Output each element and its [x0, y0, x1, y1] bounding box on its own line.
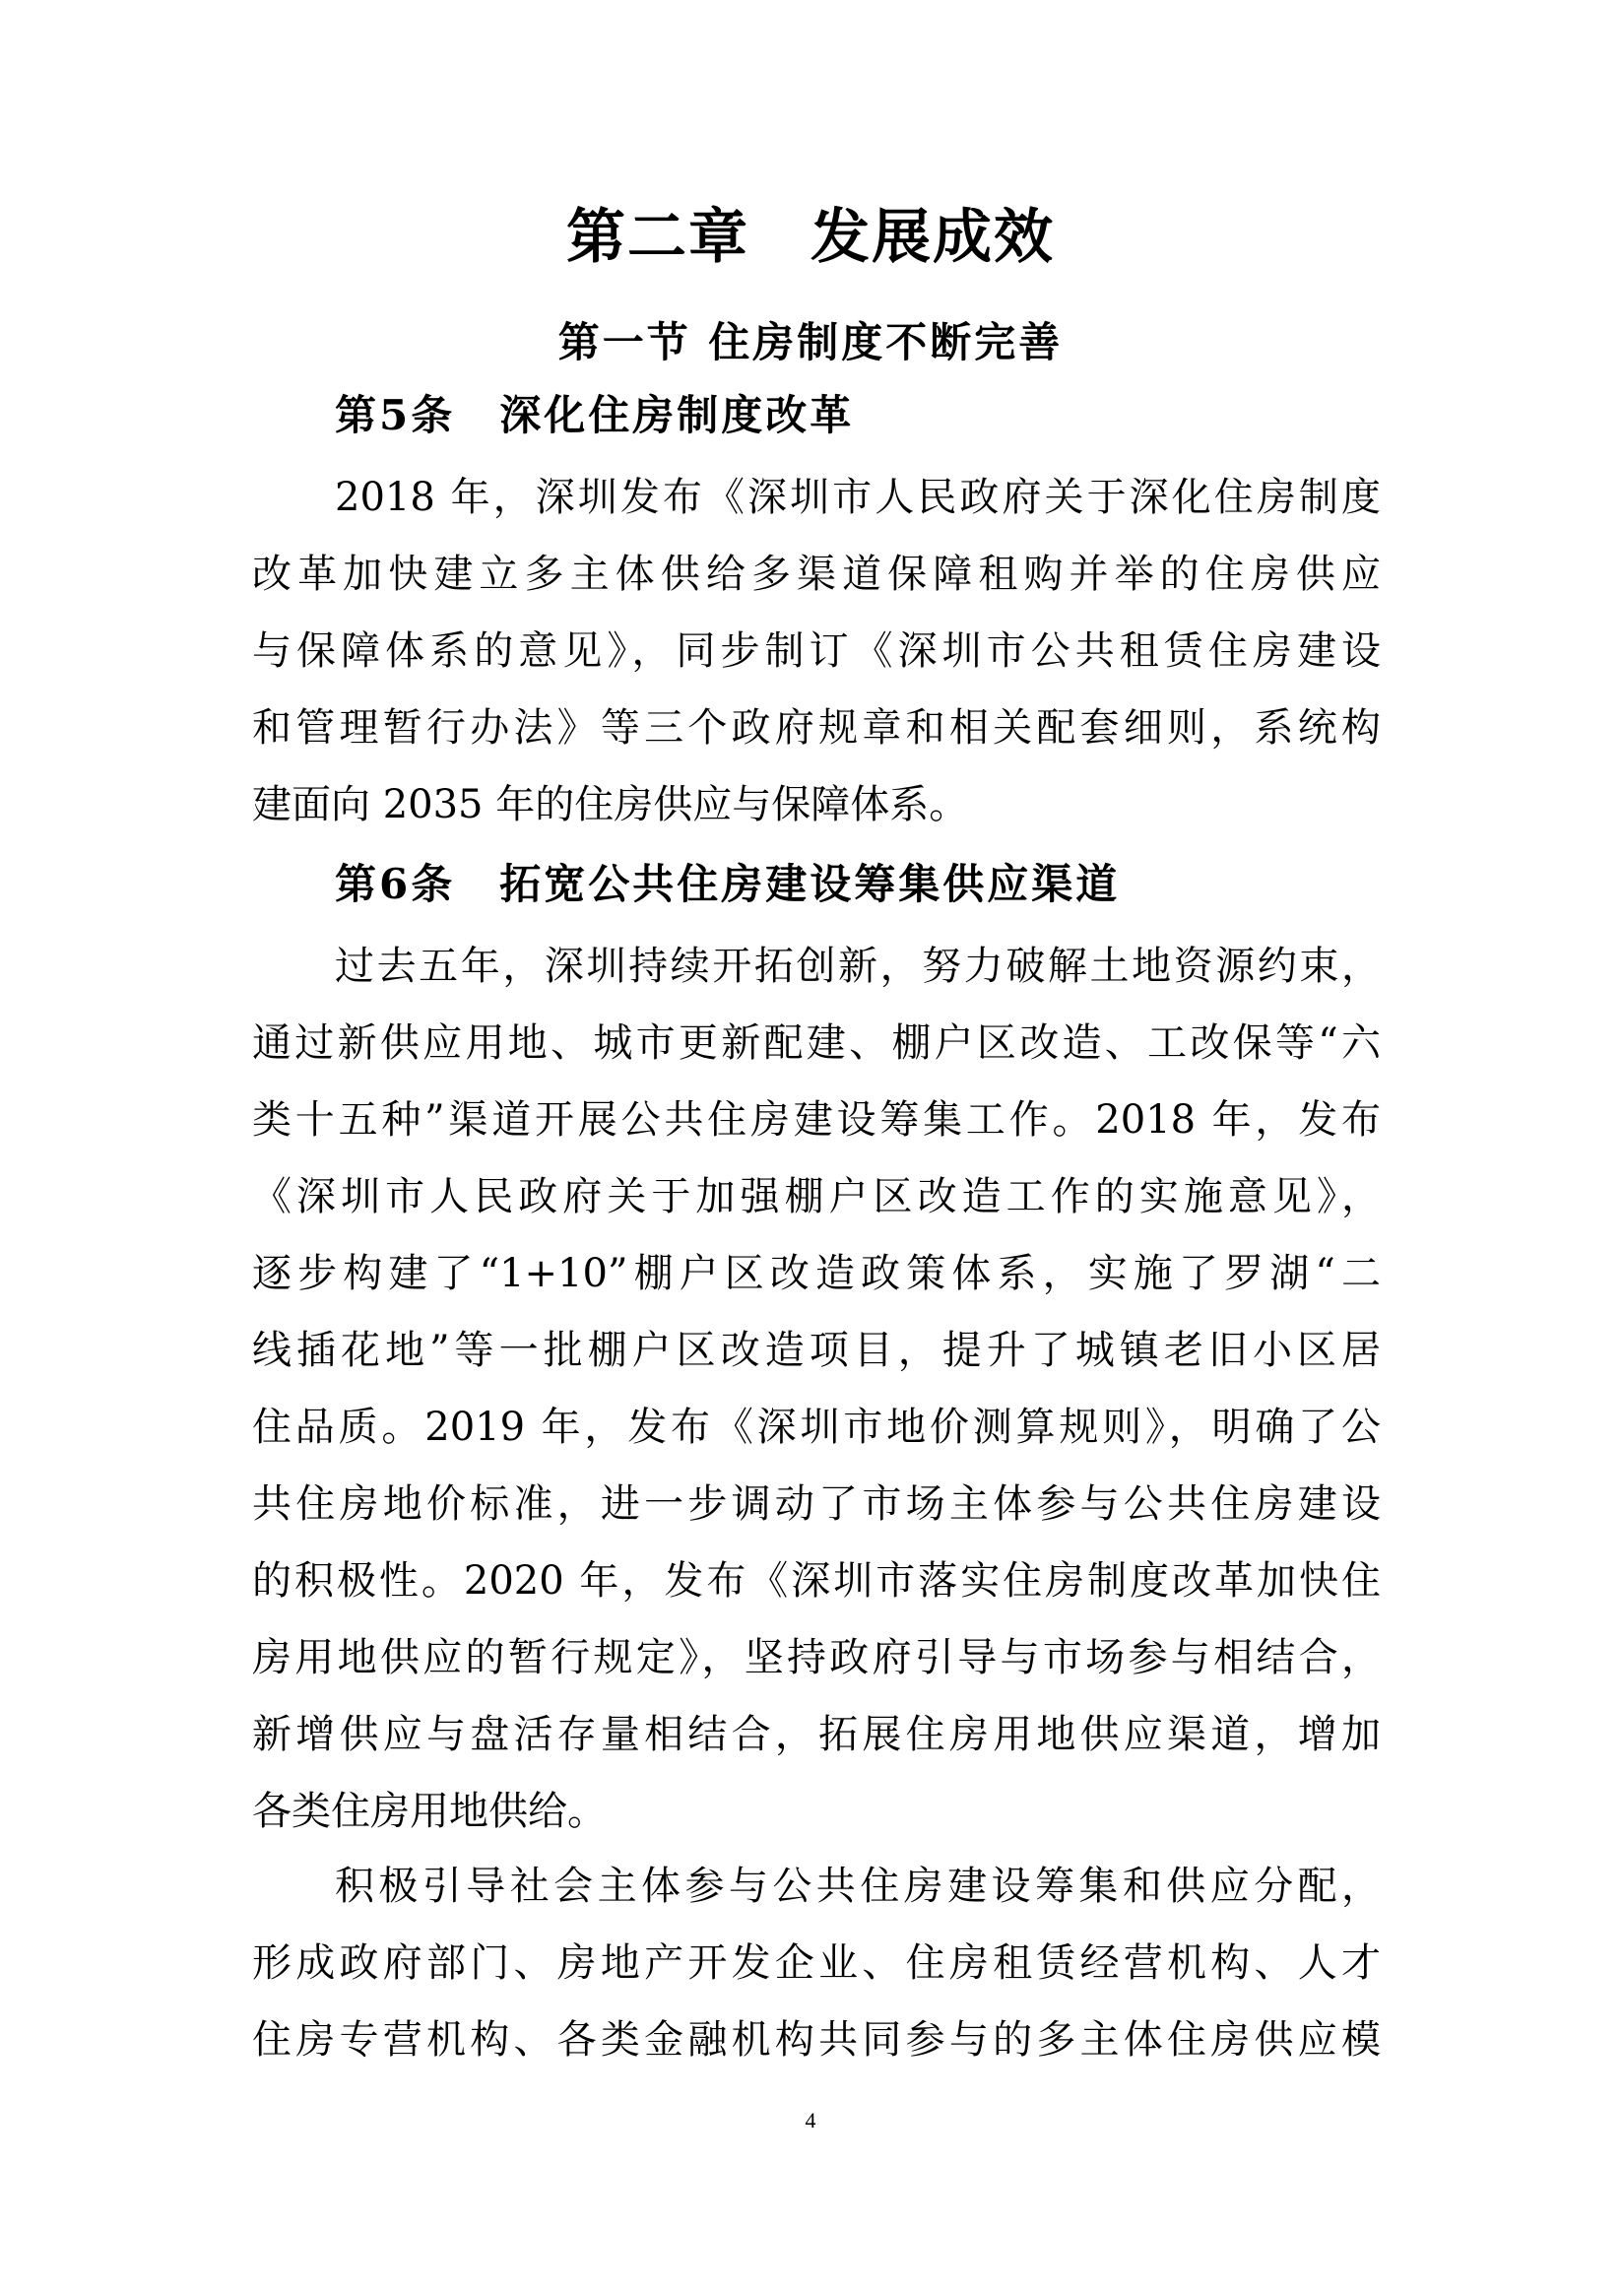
chapter-title: 第二章 发展成效	[566, 203, 1055, 272]
paragraph-line: 与保障体系的意见》，同步制订《深圳市公共租赁住房建设	[252, 628, 1381, 674]
paragraph-line: 形成政府部门、房地产开发企业、住房租赁经营机构、人才	[252, 1940, 1381, 1986]
paragraph-line: 2018 年，深圳发布《深圳市人民政府关于深化住房制度	[335, 475, 1381, 520]
paragraph-line: 各类住房用地供给。	[252, 1789, 607, 1834]
paragraph-line: 线插花地”等一批棚户区改造项目，提升了城镇老旧小区居	[252, 1328, 1381, 1373]
paragraph-line: 住品质。2019 年，发布《深圳市地价测算规则》，明确了公	[252, 1405, 1381, 1450]
paragraph-line: 积极引导社会主体参与公共住房建设筹集和供应分配，	[335, 1864, 1381, 1909]
article-5-heading: 第5条 深化住房制度改革	[335, 391, 855, 439]
paragraph-line: 改革加快建立多主体供给多渠道保障租购并举的住房供应	[252, 552, 1381, 597]
section-title: 第一节 住房制度不断完善	[557, 318, 1064, 366]
page-number: 4	[805, 2108, 816, 2132]
paragraph-line: 建面向 2035 年的住房供应与保障体系。	[252, 782, 969, 827]
paragraph-line: 逐步构建了“1+10”棚户区改造政策体系，实施了罗湖“二	[252, 1251, 1381, 1296]
paragraph-line: 的积极性。2020 年，发布《深圳市落实住房制度改革加快住	[252, 1558, 1381, 1604]
paragraph-line: 过去五年，深圳持续开拓创新，努力破解土地资源约束，	[335, 944, 1381, 989]
paragraph-line: 共住房地价标准，进一步调动了市场主体参与公共住房建设	[252, 1481, 1381, 1527]
article-6-heading: 第6条 拓宽公共住房建设筹集供应渠道	[335, 860, 1121, 908]
paragraph-line: 住房专营机构、各类金融机构共同参与的多主体住房供应模	[252, 2017, 1381, 2063]
paragraph-line: 《深圳市人民政府关于加强棚户区改造工作的实施意见》，	[252, 1174, 1381, 1219]
paragraph-line: 和管理暂行办法》等三个政府规章和相关配套细则，系统构	[252, 705, 1381, 751]
article-6-paragraph-1	[252, 928, 1381, 1850]
paragraph-line: 类十五种”渠道开展公共住房建设筹集工作。2018 年，发布	[252, 1097, 1381, 1143]
paragraph-line: 新增供应与盘活存量相结合，拓展住房用地供应渠道，增加	[252, 1712, 1381, 1757]
article-6-paragraph-2	[252, 1848, 1381, 2078]
paragraph-line: 通过新供应用地、城市更新配建、棚户区改造、工改保等“六	[252, 1020, 1381, 1066]
paragraph-line: 房用地供应的暂行规定》，坚持政府引导与市场参与相结合，	[252, 1635, 1381, 1680]
article-5-paragraph	[252, 459, 1381, 843]
